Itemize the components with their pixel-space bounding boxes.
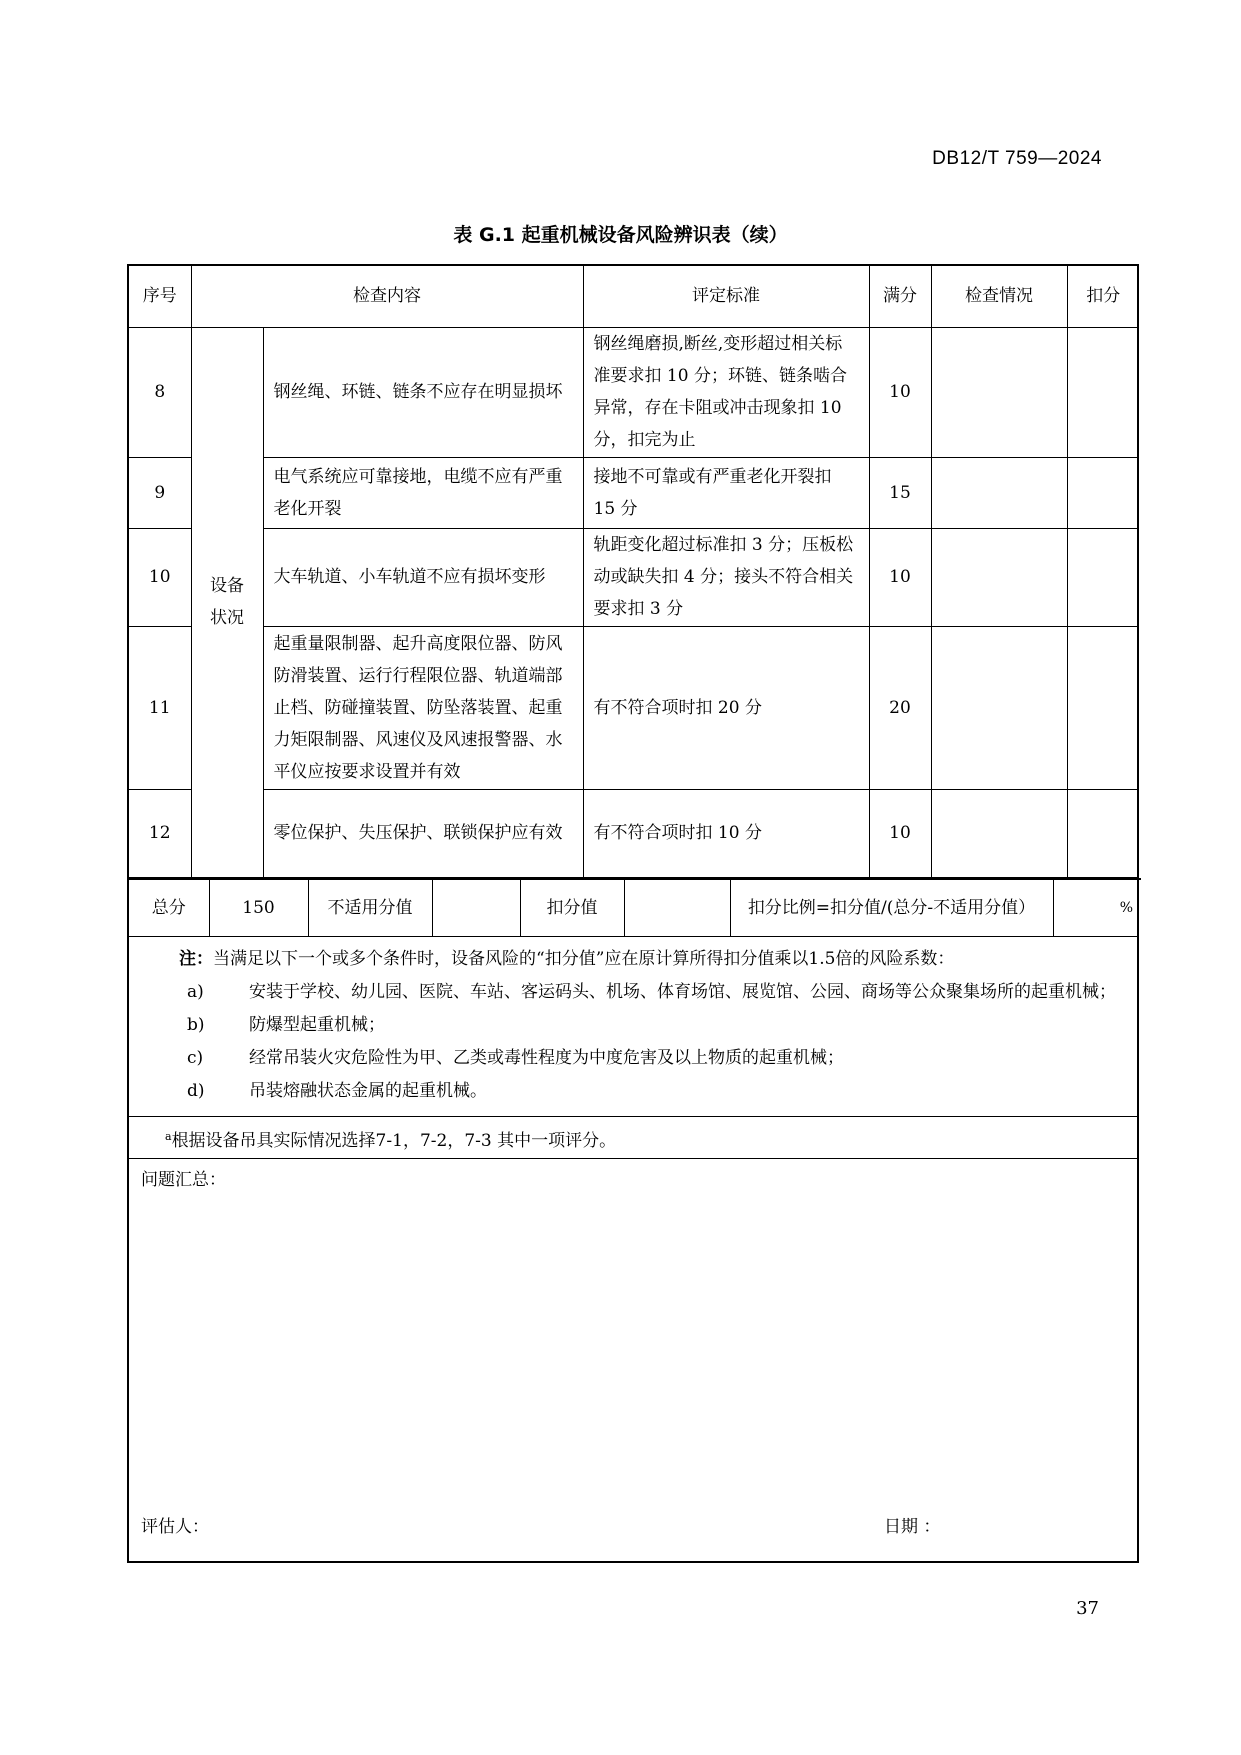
note-item-label: c) <box>187 1047 204 1068</box>
row-no: 9 <box>129 457 191 528</box>
deduct-ratio-percent[interactable]: % <box>1053 879 1141 936</box>
deduct-value-label: 扣分值 <box>520 879 624 936</box>
header-no: 序号 <box>129 266 191 327</box>
row-content: 零位保护、失压保护、联锁保护应有效 <box>263 789 583 877</box>
not-applicable-label: 不适用分值 <box>308 879 432 936</box>
note-item-label: d) <box>187 1080 205 1101</box>
row-status-cell[interactable] <box>931 789 1067 877</box>
row-no: 8 <box>129 327 191 457</box>
row-deduct-cell[interactable] <box>1067 789 1139 877</box>
assessor-label: 评估人： <box>141 1516 209 1537</box>
footnote-text: 根据设备吊具实际情况选择7-1，7-2，7-3 其中一项评分。 <box>171 1130 617 1151</box>
deduct-value-cell[interactable] <box>624 879 730 936</box>
row-full-score: 10 <box>869 327 931 457</box>
row-status-cell[interactable] <box>931 626 1067 789</box>
note-lead <box>143 943 1127 976</box>
note-item <box>143 1009 1127 1042</box>
deduct-ratio-label: 扣分比例=扣分值/(总分-不适用分值） <box>730 879 1053 936</box>
note-item-label: b) <box>187 1014 205 1035</box>
note-item <box>143 1042 1127 1075</box>
row-deduct-cell[interactable] <box>1067 457 1139 528</box>
table-row <box>129 528 1139 626</box>
row-status-cell[interactable] <box>931 327 1067 457</box>
row-standard: 有不符合项时扣 10 分 <box>583 789 869 877</box>
table-row <box>129 626 1139 789</box>
row-no: 10 <box>129 528 191 626</box>
summary-score-table <box>129 878 1141 936</box>
summary-row <box>129 879 1141 936</box>
row-standard: 轨距变化超过标准扣 3 分；压板松动或缺失扣 4 分；接头不符合相关要求扣 3 分 <box>583 528 869 626</box>
row-standard: 钢丝绳磨损,断丝,变形超过相关标准要求扣 10 分；环链、链条啮合异常，存在卡阻或冲击现象扣 10 分，扣完为止 <box>583 327 869 457</box>
footnote-mark: a <box>165 1129 172 1143</box>
row-status-cell[interactable] <box>931 528 1067 626</box>
table-title: 表 G.1 起重机械设备风险辨识表（续） <box>453 224 788 246</box>
table-row <box>129 327 1139 457</box>
row-deduct-cell[interactable] <box>1067 327 1139 457</box>
row-no: 12 <box>129 789 191 877</box>
row-content: 大车轨道、小车轨道不应有损坏变形 <box>263 528 583 626</box>
category-cell: 设备 状况 <box>191 327 263 877</box>
note-item <box>143 976 1127 1009</box>
row-standard: 有不符合项时扣 20 分 <box>583 626 869 789</box>
note-label: 注： <box>179 948 213 969</box>
row-full-score: 15 <box>869 457 931 528</box>
note-item-text: 防爆型起重机械； <box>249 1014 385 1035</box>
date-label: 日期 ： <box>884 1516 941 1537</box>
note-item-text: 吊装熔融状态金属的起重机械。 <box>249 1080 487 1101</box>
risk-identification-table <box>127 264 1139 1563</box>
problem-summary-section[interactable] <box>129 1158 1137 1545</box>
note-section <box>129 936 1137 1116</box>
header-content: 检查内容 <box>191 266 583 327</box>
row-standard: 接地不可靠或有严重老化开裂扣 15 分 <box>583 457 869 528</box>
row-content: 电气系统应可靠接地，电缆不应有严重老化开裂 <box>263 457 583 528</box>
row-status-cell[interactable] <box>931 457 1067 528</box>
row-full-score: 20 <box>869 626 931 789</box>
document-code: DB12/T 759—2024 <box>932 148 1102 169</box>
page-number: 37 <box>1076 1598 1099 1619</box>
header-status: 检查情况 <box>931 266 1067 327</box>
table-row <box>129 457 1139 528</box>
row-no: 11 <box>129 626 191 789</box>
row-content: 起重量限制器、起升高度限位器、防风防滑装置、运行行程限位器、轨道端部止档、防碰撞装置、防坠落装置、起重力矩限制器、风速仪及风速报警器、水平仪应按要求设置并有效 <box>263 626 583 789</box>
problem-summary-label: 问题汇总： <box>141 1169 226 1190</box>
row-full-score: 10 <box>869 528 931 626</box>
note-lead-text: 当满足以下一个或多个条件时，设备风险的“扣分值”应在原计算所得扣分值乘以1.5倍的风险系数： <box>213 948 955 969</box>
header-deduct: 扣分 <box>1067 266 1139 327</box>
note-item-text: 经常吊装火灾危险性为甲、乙类或毒性程度为中度危害及以上物质的起重机械； <box>249 1047 844 1068</box>
note-item-label: a) <box>187 981 204 1002</box>
row-deduct-cell[interactable] <box>1067 626 1139 789</box>
row-deduct-cell[interactable] <box>1067 528 1139 626</box>
note-item-text: 安装于学校、幼儿园、医院、车站、客运码头、机场、体育场馆、展览馆、公园、商场等公众聚集场所的起重机械； <box>249 981 1116 1002</box>
note-item <box>143 1075 1127 1108</box>
inspection-table <box>129 266 1139 878</box>
header-standard: 评定标准 <box>583 266 869 327</box>
header-full-score: 满分 <box>869 266 931 327</box>
table-header-row <box>129 266 1139 327</box>
total-score-value: 150 <box>209 879 308 936</box>
table-row <box>129 789 1139 877</box>
not-applicable-value-cell[interactable] <box>432 879 520 936</box>
total-score-label: 总分 <box>129 879 209 936</box>
row-content: 钢丝绳、环链、链条不应存在明显损坏 <box>263 327 583 457</box>
footnote <box>129 1116 1137 1158</box>
row-full-score: 10 <box>869 789 931 877</box>
